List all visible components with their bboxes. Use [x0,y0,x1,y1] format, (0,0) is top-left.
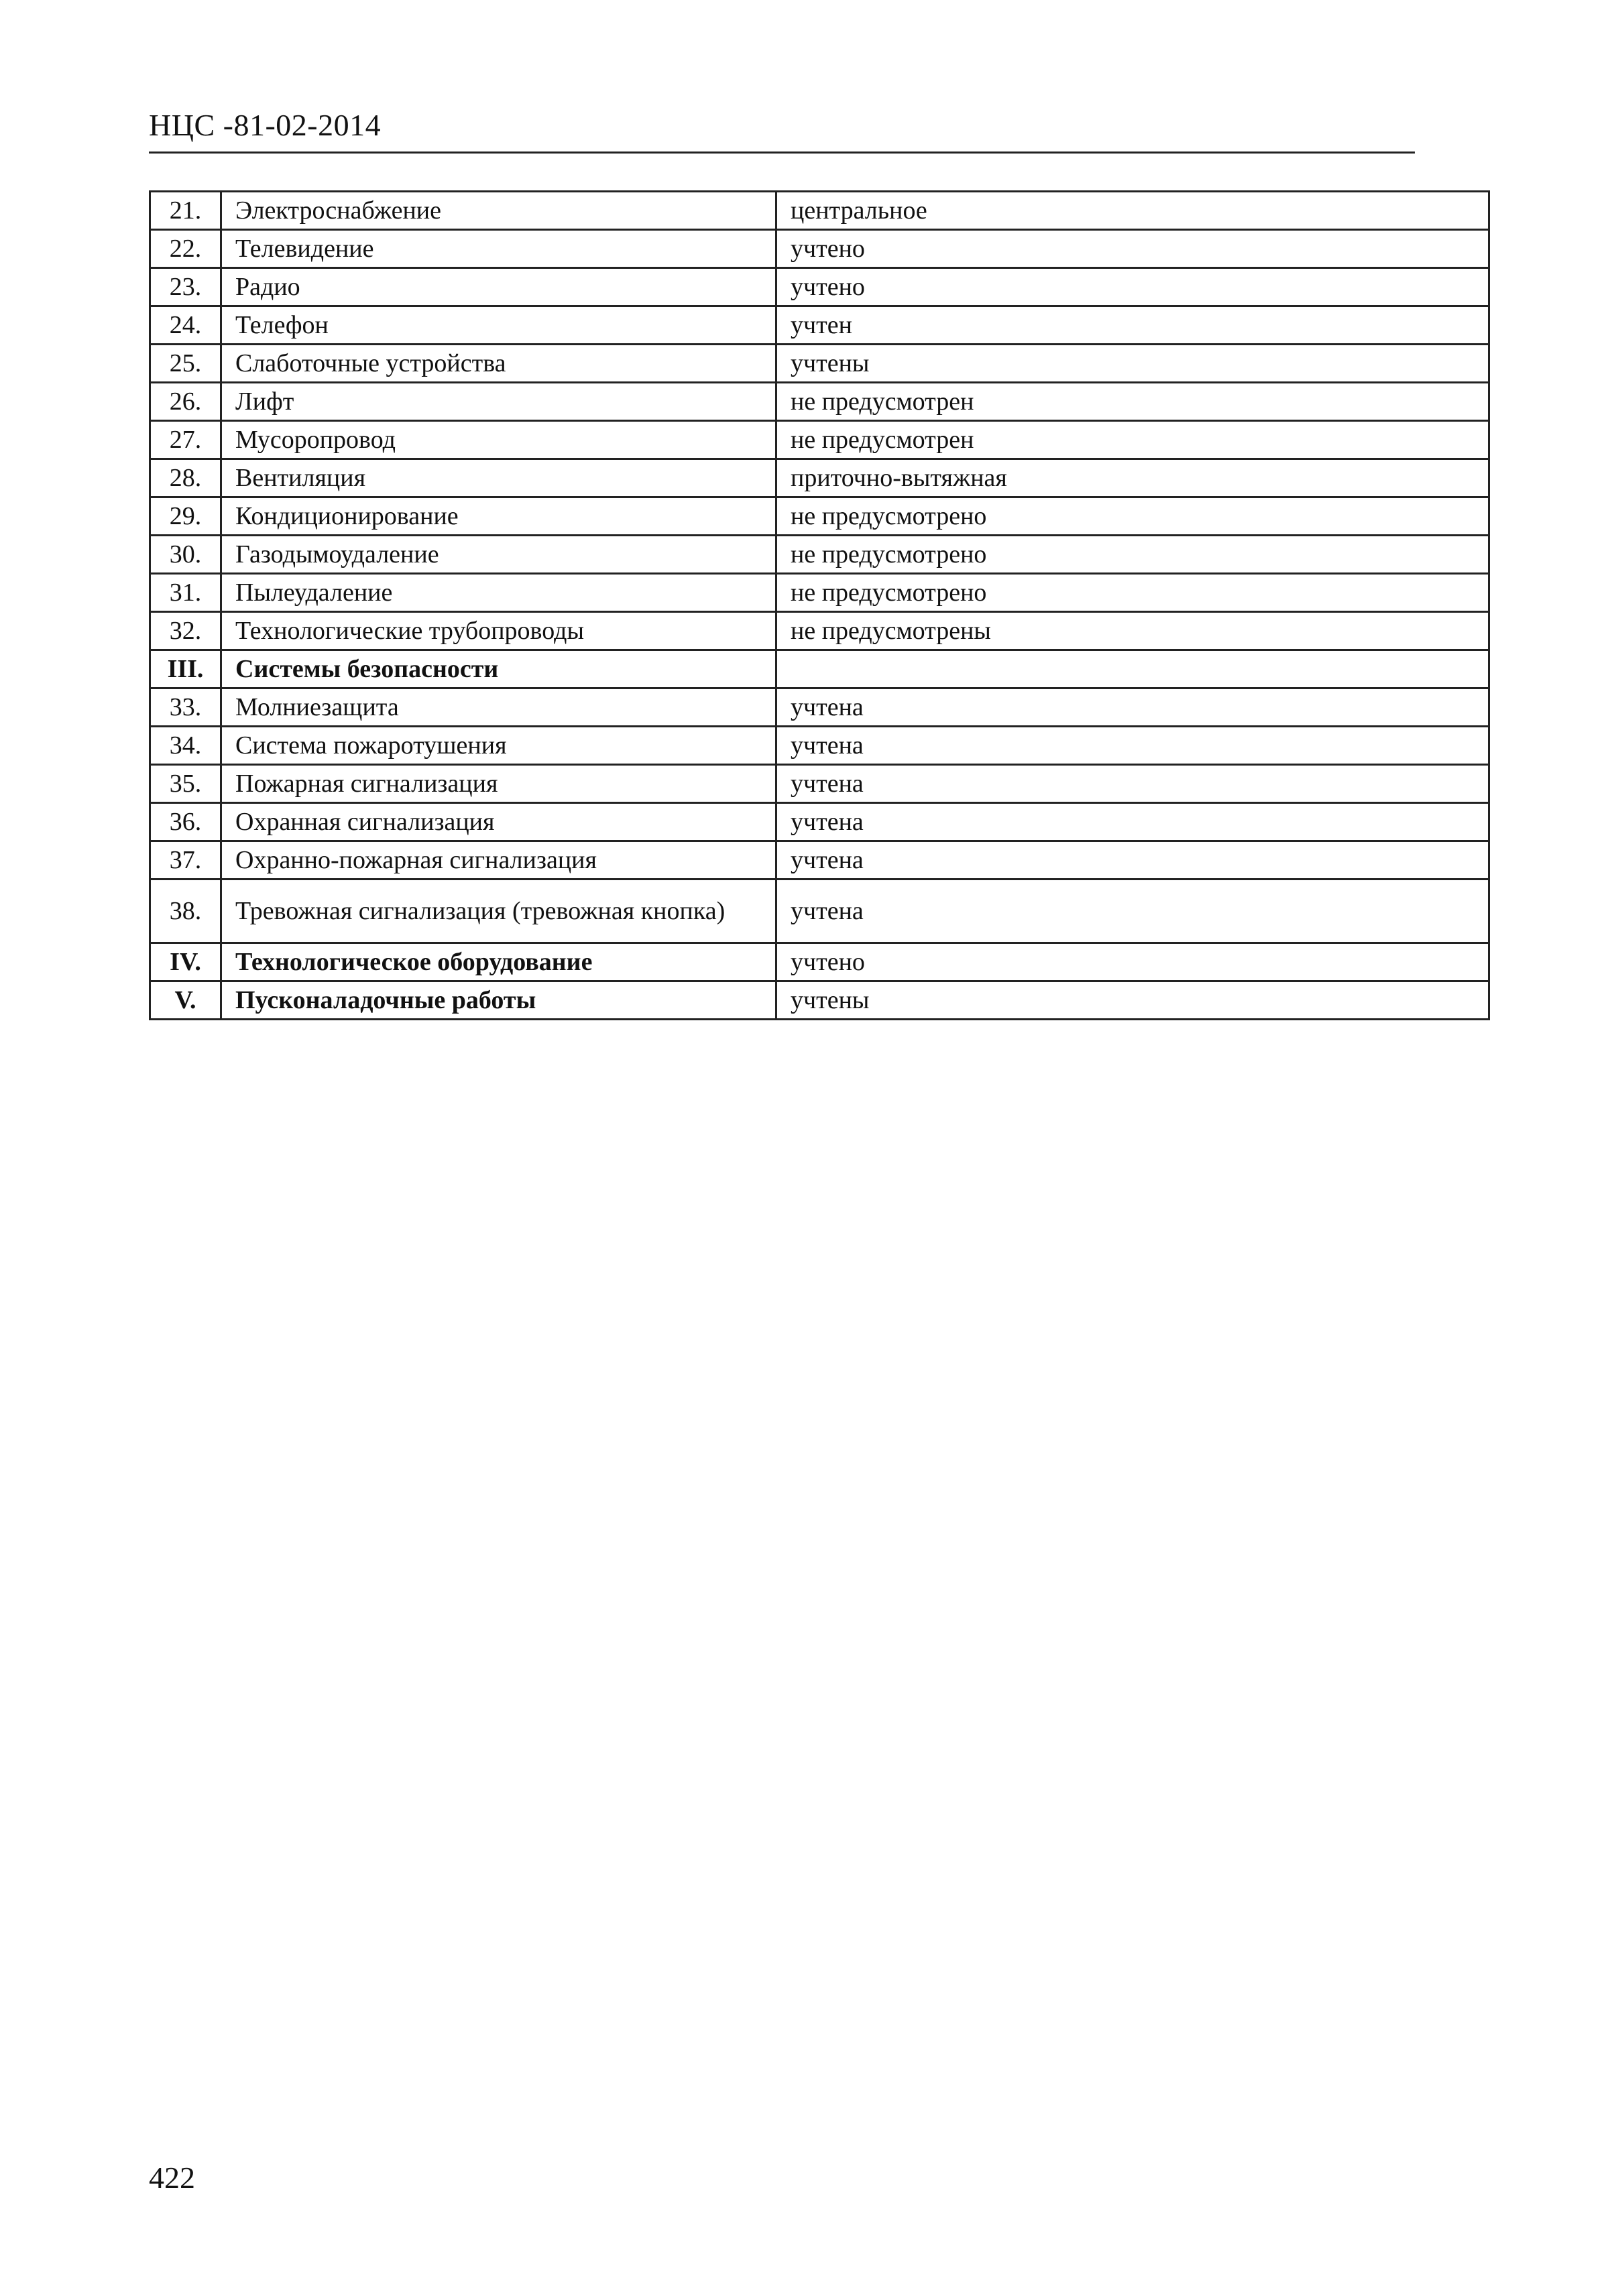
row-value: учтены [776,981,1489,1020]
row-name: Кондиционирование [221,497,776,536]
header-divider [149,152,1415,154]
document-code: НЦС -81-02-2014 [149,108,382,142]
row-name: Слаботочные устройства [221,345,776,383]
row-value: не предусмотрено [776,574,1489,612]
table-row [150,688,1489,727]
row-name: Телевидение [221,230,776,268]
row-number: 26. [150,383,221,421]
row-value: учтена [776,688,1489,727]
row-number: IV. [150,943,221,981]
row-value: учтено [776,943,1489,981]
table-row [150,536,1489,574]
row-name: Системы безопасности [221,650,776,688]
row-name: Пожарная сигнализация [221,765,776,803]
row-name: Лифт [221,383,776,421]
table-row [150,192,1489,230]
row-number: 31. [150,574,221,612]
row-value: приточно-вытяжная [776,459,1489,497]
row-name: Телефон [221,306,776,345]
row-value: не предусмотрен [776,421,1489,459]
row-name: Пусконаладочные работы [221,981,776,1020]
row-number: 23. [150,268,221,306]
table-row [150,497,1489,536]
row-value: не предусмотрен [776,383,1489,421]
specification-table [149,190,1490,1020]
row-value: учтена [776,765,1489,803]
table-row [150,880,1489,943]
table-row [150,765,1489,803]
row-value [776,650,1489,688]
row-number: 29. [150,497,221,536]
row-name: Электроснабжение [221,192,776,230]
row-number: 24. [150,306,221,345]
row-name: Радио [221,268,776,306]
section-row [150,943,1489,981]
row-value: не предусмотрены [776,612,1489,650]
row-number: 30. [150,536,221,574]
row-name: Охранная сигнализация [221,803,776,841]
row-value: учтена [776,880,1489,943]
row-name: Вентиляция [221,459,776,497]
row-number: 37. [150,841,221,880]
row-number: V. [150,981,221,1020]
row-number: 25. [150,345,221,383]
table-row [150,841,1489,880]
row-number: 27. [150,421,221,459]
row-name: Технологические трубопроводы [221,612,776,650]
row-value: учтено [776,230,1489,268]
table-row [150,230,1489,268]
table-row [150,383,1489,421]
table-row [150,459,1489,497]
table-row [150,612,1489,650]
row-number: 35. [150,765,221,803]
row-number: III. [150,650,221,688]
row-number: 34. [150,727,221,765]
row-name: Молниезащита [221,688,776,727]
row-number: 32. [150,612,221,650]
row-value: учтена [776,727,1489,765]
table-row [150,345,1489,383]
row-name: Охранно-пожарная сигнализация [221,841,776,880]
row-value: учтена [776,803,1489,841]
row-number: 33. [150,688,221,727]
row-number: 38. [150,880,221,943]
row-value: не предусмотрено [776,536,1489,574]
row-value: учтен [776,306,1489,345]
table-row [150,727,1489,765]
specification-table-body [150,192,1489,1020]
table-row [150,803,1489,841]
row-number: 21. [150,192,221,230]
row-value: учтены [776,345,1489,383]
table-row [150,574,1489,612]
row-value: учтено [776,268,1489,306]
row-name: Газодымоудаление [221,536,776,574]
page-number: 422 [149,2161,195,2195]
table-row [150,306,1489,345]
table-row [150,268,1489,306]
row-number: 22. [150,230,221,268]
row-number: 36. [150,803,221,841]
row-value: не предусмотрено [776,497,1489,536]
section-row [150,650,1489,688]
row-number: 28. [150,459,221,497]
table-row [150,421,1489,459]
row-name: Тревожная сигнализация (тревожная кнопка) [221,880,776,943]
row-name: Технологическое оборудование [221,943,776,981]
section-row [150,981,1489,1020]
row-name: Мусоропровод [221,421,776,459]
row-name: Пылеудаление [221,574,776,612]
row-name: Система пожаротушения [221,727,776,765]
row-value: центральное [776,192,1489,230]
row-value: учтена [776,841,1489,880]
